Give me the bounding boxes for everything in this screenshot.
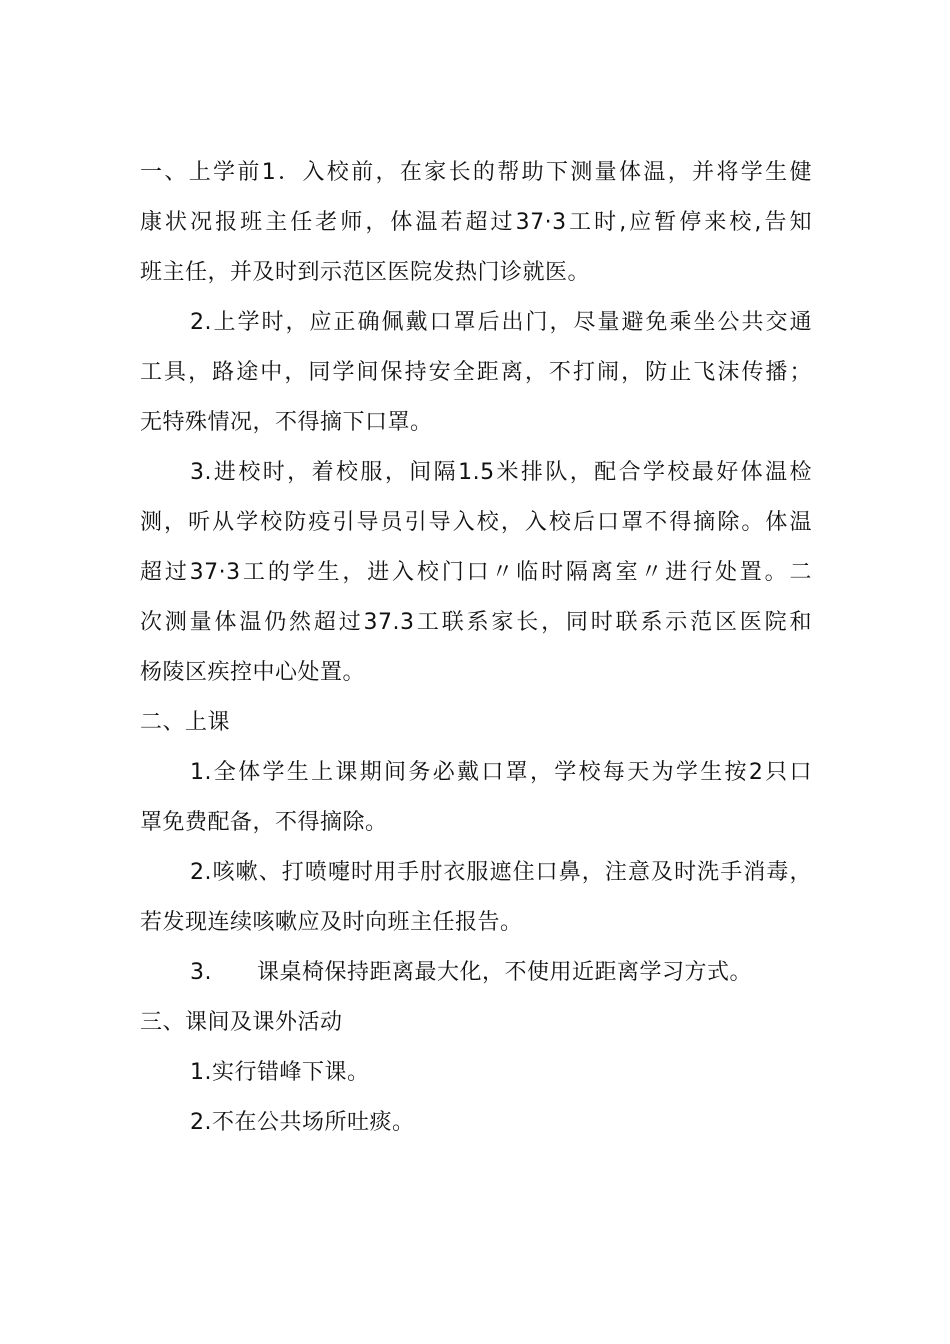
text-line: 1.全体学生上课期间务必戴口罩，学校每天为学生按2只口 [190, 760, 812, 785]
text-line: 1.实行错峰下课。 [190, 1060, 370, 1085]
text-line: 若发现连续咳嗽应及时向班主任报告。 [140, 910, 523, 935]
text-line: 2.上学时，应正确佩戴口罩后出门，尽量避免乘坐公共交通 [190, 310, 812, 335]
text-line: 次测量体温仍然超过37.3工联系家长，同时联系示范区医院和 [140, 610, 812, 635]
text-line: 班主任，并及时到示范区医院发热门诊就医。 [140, 260, 591, 285]
text-line: 2.咳嗽、打喷嚏时用手肘衣服遮住口鼻，注意及时洗手消毒， [190, 860, 812, 885]
text-line: 3.进校时，着校服，间隔1.5米排队，配合学校最好体温检 [190, 460, 812, 485]
text-line: 2.不在公共场所吐痰。 [190, 1110, 415, 1135]
text-line: 测，听从学校防疫引导员引导入校，入校后口罩不得摘除。体温 [140, 510, 812, 535]
text-line: 杨陵区疾控中心处置。 [140, 660, 366, 685]
section-heading: 三、课间及课外活动 [140, 1010, 343, 1035]
text-line: 一、上学前1．入校前，在家长的帮助下测量体温，并将学生健 [140, 160, 812, 185]
text-line: 超过37·3工的学生，进入校门口〃临时隔离室〃进行处置。二 [140, 560, 812, 585]
text-line: 3. 课桌椅保持距离最大化，不使用近距离学习方式。 [190, 960, 752, 985]
text-line: 罩免费配备，不得摘除。 [140, 810, 388, 835]
text-line: 工具，路途中，同学间保持安全距离，不打闹，防止飞沫传播； [140, 360, 812, 385]
text-line: 无特殊情况，不得摘下口罩。 [140, 410, 433, 435]
text-line: 康状况报班主任老师，体温若超过37·3工时,应暂停来校,告知 [140, 210, 812, 235]
section-heading: 二、上课 [140, 710, 231, 735]
document-body [140, 148, 812, 1148]
